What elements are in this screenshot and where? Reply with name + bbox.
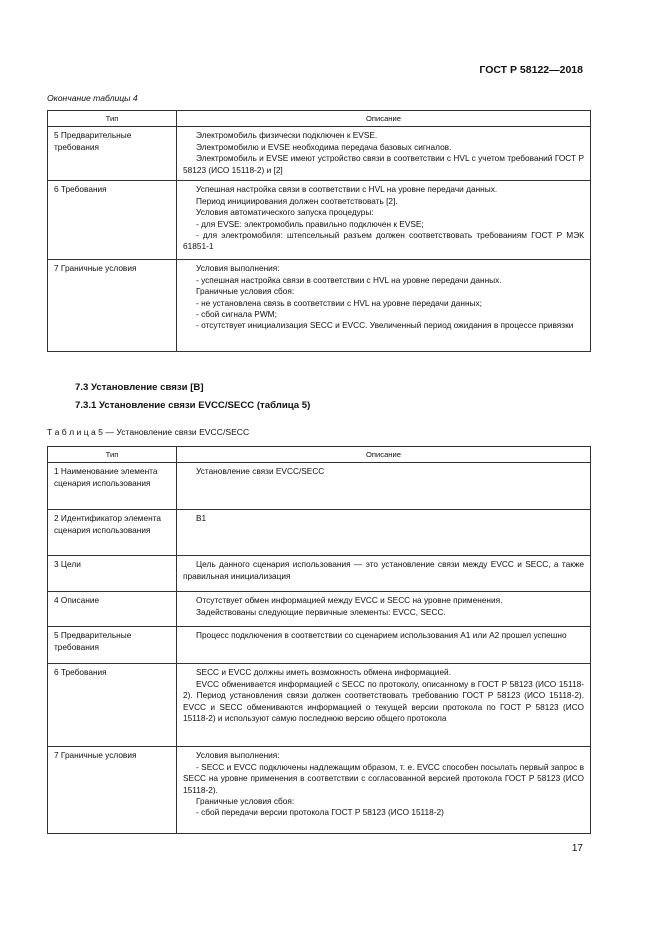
desc-line: - сбой сигнала PWM; — [196, 309, 277, 320]
desc-line: B1 — [196, 513, 207, 524]
section-heading-7-3: 7.3 Установление связи [B] — [75, 382, 204, 393]
col-header-type: Тип — [48, 111, 177, 127]
desc-line: - SECC и EVCC подключены надлежащим образом, т. е. EVCC способен посылать первый запрос в SECC на уровне применения в соответствии с согласованной версией протокола ГОСТ Р 58123 (ИСО 15118-2). — [183, 761, 584, 795]
table-row — [48, 592, 591, 627]
desc-line: - не установлена связь в соответствии с HVL на уровне передачи данных; — [196, 297, 482, 308]
desc-line: Условия автоматического запуска процедуры: — [196, 207, 374, 218]
desc-line: Цель данного сценария использования — это установление связи между EVCC и SECC, а также правильная инициализация — [183, 559, 584, 581]
table5-header-row — [48, 447, 591, 463]
row-type: 6 Требования — [48, 664, 177, 747]
desc-line: Электромобиль и EVSE имеют устройство связи в соответствии с HVL с учетом требований ГОСТ Р 58123 (ИСО 15118-2) и [2] — [183, 153, 584, 175]
row-description — [177, 463, 591, 510]
desc-line: Задействованы следующие первичные элементы: EVCC, SECC. — [196, 606, 446, 617]
desc-line: Электромобилю и EVSE необходима передача базовых сигналов. — [196, 141, 452, 152]
col-header-description: Описание — [177, 447, 591, 463]
row-description — [177, 664, 591, 747]
row-type: 1 Наименование элемента сценария использования — [48, 463, 177, 510]
desc-line: Условия выполнения: — [196, 750, 280, 761]
col-header-description: Описание — [177, 111, 591, 127]
section-heading-7-3-1: 7.3.1 Установление связи EVCC/SECC (таблица 5) — [75, 400, 311, 411]
row-description — [177, 556, 591, 592]
row-description — [177, 627, 591, 664]
desc-line: - отсутствует инициализация SECC и EVCC. Увеличенный период ожидания в процессе привязки — [196, 320, 574, 331]
desc-line: Установление связи EVCC/SECC — [196, 466, 325, 477]
desc-line: - сбой передачи версии протокола ГОСТ Р 58123 (ИСО 15118-2) — [196, 807, 444, 818]
row-description — [177, 260, 591, 352]
table-row — [48, 181, 591, 260]
page-number: 17 — [571, 843, 583, 854]
row-type: 4 Описание — [48, 592, 177, 627]
table-row — [48, 664, 591, 747]
row-type: 7 Граничные условия — [48, 747, 177, 834]
row-type: 5 Предварительные требования — [48, 127, 177, 181]
table-row — [48, 627, 591, 664]
table-row — [48, 127, 591, 181]
table-row — [48, 510, 591, 556]
standard-code: ГОСТ Р 58122—2018 — [479, 64, 583, 76]
desc-line: Граничные условия сбоя: — [196, 286, 295, 297]
table5 — [47, 446, 591, 834]
row-type: 5 Предварительные требования — [48, 627, 177, 664]
desc-line: Процесс подключения в соответствии со сценарием использования A1 или A2 прошел успешно — [196, 630, 567, 641]
table-row — [48, 463, 591, 510]
desc-line: - для EVSE: электромобиль правильно подключен к EVSE; — [196, 218, 424, 229]
desc-line: EVCC обменивается информацией с SECC по протоколу, описанному в ГОСТ Р 58123 (ИСО 15118-2). Период установления связи должен соответствовать требованию ГОСТ Р 58123 (ИСО 15118-2). EVCC и SECC обмениваются информацией о текущей версии протокола по ГОСТ Р 58123 (ИСО 15118-2) и используют самую последнюю версию общего протокола — [183, 678, 584, 724]
desc-line: Электромобиль физически подключен к EVSE. — [196, 130, 378, 141]
table4-header-row — [48, 111, 591, 127]
table-row — [48, 260, 591, 352]
desc-line: Период инициирования должен соответствовать [2]. — [196, 195, 398, 206]
table4 — [47, 110, 591, 352]
row-description — [177, 747, 591, 834]
table-row — [48, 556, 591, 592]
desc-line: Условия выполнения: — [196, 263, 280, 274]
table5-caption: Т а б л и ц а 5 — Установление связи EVCC/SECC — [47, 427, 250, 437]
desc-line: Отсутствует обмен информацией между EVCC и SECC на уровне применения. — [196, 595, 503, 606]
desc-line: - успешная настройка связи в соответствии с HVL на уровне передачи данных. — [196, 274, 502, 285]
row-description — [177, 510, 591, 556]
row-description — [177, 127, 591, 181]
row-type: 7 Граничные условия — [48, 260, 177, 352]
row-description — [177, 181, 591, 260]
row-description — [177, 592, 591, 627]
col-header-type: Тип — [48, 447, 177, 463]
desc-line: SECC и EVCC должны иметь возможность обмена информацией. — [196, 667, 451, 678]
desc-line: - для электромобиля: штепсельный разъем должен соответствовать требованиям ГОСТ Р МЭК 61851-1 — [183, 230, 584, 252]
desc-line: Успешная настройка связи в соответствии с HVL на уровне передачи данных. — [196, 184, 498, 195]
row-type: 6 Требования — [48, 181, 177, 260]
table4-caption: Окончание таблицы 4 — [47, 93, 138, 103]
table-row — [48, 747, 591, 834]
desc-line: Граничные условия сбоя: — [196, 796, 295, 807]
row-type: 2 Идентификатор элемента сценария использования — [48, 510, 177, 556]
row-type: 3 Цели — [48, 556, 177, 592]
